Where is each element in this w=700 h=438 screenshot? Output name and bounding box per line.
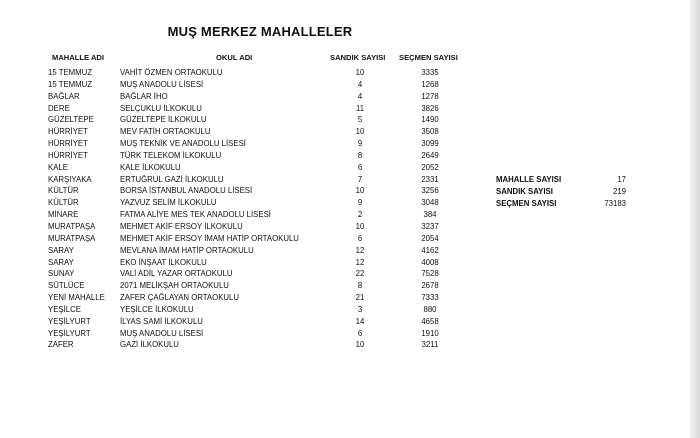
cell-mahalle: MURATPAŞA	[48, 221, 96, 231]
cell-sandik: 11	[355, 103, 365, 113]
cell-mahalle: GÜZELTEPE	[48, 115, 94, 125]
cell-sandik: 22	[355, 269, 365, 279]
cell-okul: GÜZELTEPE İLKOKULU	[120, 115, 207, 125]
table-body	[0, 67, 520, 351]
cell-sandik: 21	[355, 293, 365, 303]
cell-secmen: 3211	[421, 340, 439, 350]
cell-secmen: 4162	[421, 245, 439, 255]
cell-mahalle: DERE	[48, 103, 70, 113]
cell-sandik: 10	[355, 186, 365, 196]
cell-sandik: 10	[355, 68, 365, 77]
cell-secmen: 384	[423, 210, 437, 220]
cell-secmen: 2054	[421, 233, 439, 243]
table-row	[0, 138, 520, 150]
cell-secmen: 2052	[421, 162, 439, 172]
cell-mahalle: SUNAY	[48, 269, 75, 279]
table-row	[0, 209, 520, 221]
cell-mahalle: BAĞLAR	[48, 91, 80, 101]
cell-sandik: 10	[355, 127, 365, 137]
cell-sandik: 6	[357, 328, 363, 338]
summary-label: SANDIK SAYISI	[496, 186, 553, 196]
cell-okul: 2071 MELİKŞAH ORTAOKULU	[120, 281, 229, 291]
cell-sandik: 8	[357, 281, 363, 291]
cell-mahalle: HÜRRİYET	[48, 127, 88, 137]
cell-okul: MUŞ TEKNİK VE ANADOLU LİSESİ	[120, 139, 246, 149]
cell-secmen: 3048	[421, 198, 439, 208]
table-row	[0, 91, 520, 103]
header-okul: OKUL ADI	[216, 53, 253, 62]
table-row	[0, 174, 520, 186]
cell-mahalle: 15 TEMMUZ	[48, 79, 93, 89]
summary-label: SEÇMEN SAYISI	[496, 198, 557, 208]
summary-row	[496, 174, 626, 186]
cell-mahalle: KÜLTÜR	[48, 198, 79, 208]
table-row	[0, 328, 520, 340]
cell-mahalle: YEŞİLYURT	[48, 316, 91, 326]
cell-okul: MUŞ ANADOLU LİSESİ	[120, 79, 204, 89]
table-row	[0, 304, 520, 316]
table-header	[0, 53, 520, 65]
table-row	[0, 150, 520, 162]
cell-mahalle: KALE	[48, 162, 68, 172]
cell-mahalle: MURATPAŞA	[48, 233, 96, 243]
cell-sandik: 6	[357, 162, 363, 172]
table-row	[0, 114, 520, 126]
table-row	[0, 233, 520, 245]
table-row	[0, 268, 520, 280]
cell-mahalle: HÜRRİYET	[48, 139, 88, 149]
table-row	[0, 126, 520, 138]
cell-sandik: 10	[355, 340, 365, 350]
cell-okul: BAĞLAR İHO	[120, 91, 168, 101]
cell-okul: VAHİT ÖZMEN ORTAOKULU	[120, 68, 223, 77]
table-row	[0, 245, 520, 257]
summary-value: 219	[612, 186, 626, 196]
cell-mahalle: SARAY	[48, 257, 74, 267]
cell-mahalle: ZAFER	[48, 340, 74, 350]
cell-secmen: 1278	[421, 91, 439, 101]
cell-mahalle: YEŞİLYURT	[48, 328, 91, 338]
cell-secmen: 1490	[421, 115, 439, 125]
cell-secmen: 4008	[421, 257, 439, 267]
table-row	[0, 185, 520, 197]
table-row	[0, 292, 520, 304]
cell-sandik: 12	[355, 245, 365, 255]
cell-secmen: 3256	[421, 186, 439, 196]
cell-okul: KALE İLKOKULU	[120, 162, 181, 172]
cell-okul: YEŞİLCE İLKOKULU	[120, 304, 194, 314]
cell-mahalle: HÜRRİYET	[48, 150, 88, 160]
summary-label: MAHALLE SAYISI	[496, 175, 562, 184]
cell-mahalle: KÜLTÜR	[48, 186, 79, 196]
cell-secmen: 7528	[421, 269, 439, 279]
table-row	[0, 67, 520, 79]
cell-secmen: 2678	[421, 281, 439, 291]
cell-okul: ZAFER ÇAĞLAYAN ORTAOKULU	[120, 293, 239, 303]
cell-secmen: 4658	[421, 316, 439, 326]
cell-okul: MUŞ ANADOLU LİSESİ	[120, 328, 204, 338]
cell-secmen: 1910	[421, 328, 439, 338]
header-sandik: SANDIK SAYISI	[330, 53, 386, 62]
cell-secmen: 3237	[421, 221, 439, 231]
page-edge-shadow	[690, 0, 700, 438]
cell-sandik: 5	[357, 115, 363, 125]
summary-value: 17	[617, 175, 626, 184]
summary-value: 73183	[604, 198, 626, 208]
cell-sandik: 12	[355, 257, 365, 267]
header-secmen: SEÇMEN SAYISI	[399, 53, 458, 62]
table-row	[0, 197, 520, 209]
table-row	[0, 221, 520, 233]
cell-okul: FATMA ALİYE MES TEK ANADOLU LİSESİ	[120, 210, 271, 220]
cell-secmen: 7333	[421, 293, 439, 303]
cell-mahalle: KARŞIYAKA	[48, 174, 92, 184]
summary-row	[496, 198, 626, 210]
table-row	[0, 339, 520, 351]
cell-mahalle: 15 TEMMUZ	[48, 68, 93, 77]
cell-sandik: 8	[357, 150, 363, 160]
cell-okul: ERTUĞRUL GAZİ İLKOKULU	[120, 174, 224, 184]
cell-secmen: 2331	[421, 174, 439, 184]
cell-okul: EKO İNŞAAT İLKOKULU	[120, 257, 207, 267]
cell-sandik: 3	[357, 304, 363, 314]
summary-row	[496, 186, 626, 198]
cell-mahalle: SÜTLÜCE	[48, 281, 85, 291]
table-row	[0, 79, 520, 91]
cell-secmen: 2649	[421, 150, 439, 160]
cell-mahalle: MİNARE	[48, 210, 79, 220]
cell-secmen: 3508	[421, 127, 439, 137]
cell-okul: İLYAS SAMİ İLKOKULU	[120, 316, 203, 326]
cell-okul: MEV FATİH ORTAOKULU	[120, 127, 211, 137]
cell-okul: TÜRK TELEKOM İLKOKULU	[120, 150, 222, 160]
cell-sandik: 7	[357, 174, 363, 184]
cell-sandik: 14	[355, 316, 365, 326]
cell-secmen: 3099	[421, 139, 439, 149]
cell-sandik: 4	[357, 91, 363, 101]
cell-okul: VALİ ADİL YAZAR ORTAOKULU	[120, 269, 233, 279]
cell-sandik: 2	[357, 210, 363, 220]
cell-sandik: 4	[357, 79, 363, 89]
table-row	[0, 257, 520, 269]
page-title: MUŞ MERKEZ MAHALLELER	[167, 24, 353, 39]
cell-sandik: 9	[357, 139, 363, 149]
cell-okul: MEHMET AKİF ERSOY İLKOKULU	[120, 221, 243, 231]
cell-okul: BORSA İSTANBUL ANADOLU LİSESİ	[120, 186, 253, 196]
table-row	[0, 162, 520, 174]
cell-secmen: 1268	[421, 79, 439, 89]
table-row	[0, 103, 520, 115]
cell-okul: SELÇUKLU İLKOKULU	[120, 103, 202, 113]
cell-mahalle: YENİ MAHALLE	[48, 293, 105, 303]
cell-okul: MEVLANA İMAM HATİP ORTAOKULU	[120, 245, 254, 255]
cell-sandik: 10	[355, 221, 365, 231]
summary-block	[496, 174, 626, 210]
header-mahalle: MAHALLE ADI	[52, 53, 105, 62]
cell-mahalle: YEŞİLCE	[48, 304, 81, 314]
cell-secmen: 3826	[421, 103, 439, 113]
cell-secmen: 3335	[421, 68, 439, 77]
table-row	[0, 280, 520, 292]
cell-mahalle: SARAY	[48, 245, 74, 255]
cell-okul: MEHMET AKİF ERSOY İMAM HATİP ORTAOKULU	[120, 233, 299, 243]
cell-secmen: 880	[423, 304, 437, 314]
cell-sandik: 9	[357, 198, 363, 208]
cell-okul: YAZVUZ SELİM İLKOKULU	[120, 198, 217, 208]
cell-okul: GAZİ İLKOKULU	[120, 340, 179, 350]
table-row	[0, 316, 520, 328]
cell-sandik: 6	[357, 233, 363, 243]
